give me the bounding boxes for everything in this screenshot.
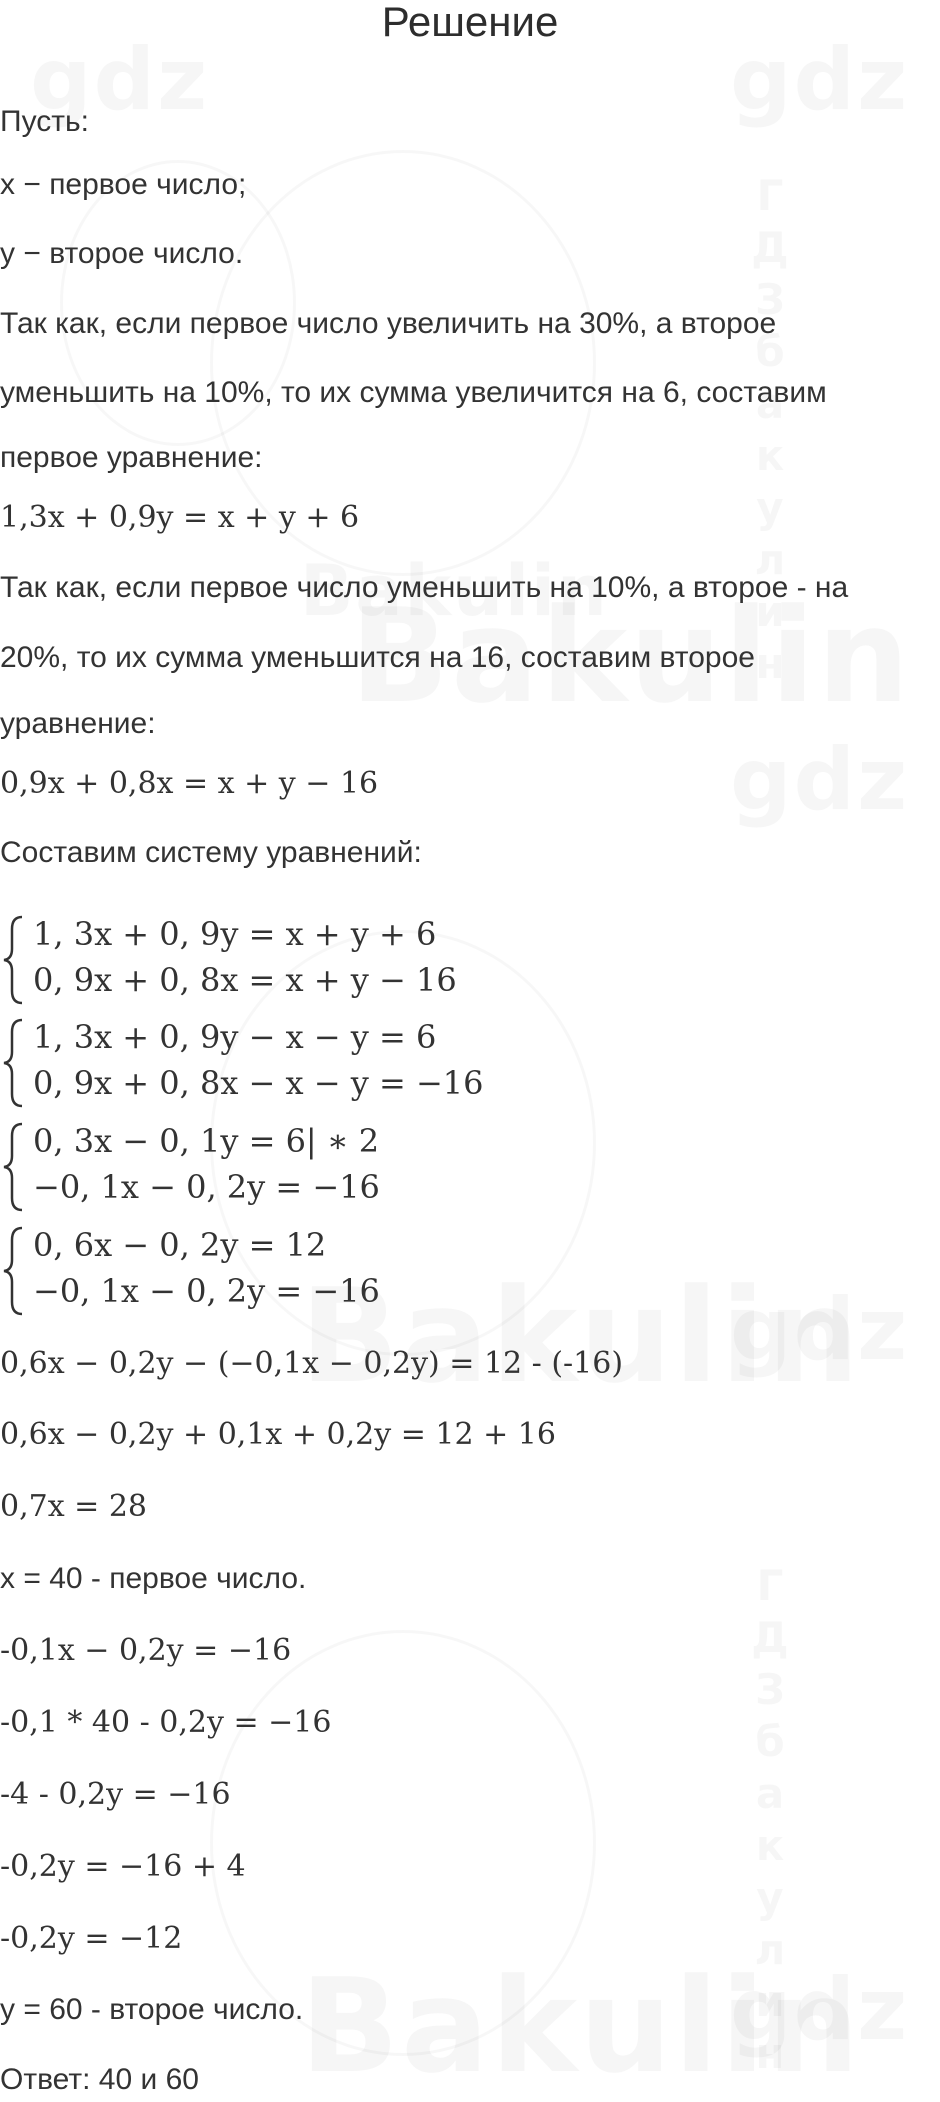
equation-system bbox=[0, 1226, 420, 1316]
text-line: Так как, если первое число увеличить на 30%, а второе bbox=[0, 307, 777, 340]
watermark-site bbox=[730, 1280, 909, 1380]
equation: -0,2y = −12 bbox=[0, 1921, 183, 1956]
text-line: 20%, то их сумма уменьшится на 16, составим второе bbox=[0, 641, 755, 674]
watermark-vertical bbox=[745, 170, 795, 690]
brace-icon bbox=[0, 915, 26, 1005]
watermark-vertical bbox=[745, 1560, 795, 2080]
system-row: 0, 9x + 0, 8x − x − y = −16 bbox=[33, 1064, 484, 1102]
watermark-site bbox=[730, 30, 909, 130]
brace-icon bbox=[0, 1122, 26, 1212]
text-line: Так как, если первое число уменьшить на 10%, а второе - на bbox=[0, 571, 849, 604]
equation-system bbox=[0, 1122, 420, 1212]
equation: 0,6x − 0,2y − (−0,1x − 0,2y) = 12 - (-16) bbox=[0, 1346, 624, 1381]
brace-icon bbox=[0, 1226, 26, 1316]
watermark-brand bbox=[300, 1950, 862, 2102]
watermark-site bbox=[730, 730, 909, 830]
text-line: уменьшить на 10%, то их сумма увеличится на 6, составим bbox=[0, 376, 827, 409]
equation: -0,2y = −16 + 4 bbox=[0, 1849, 246, 1884]
equation: -0,1 * 40 - 0,2y = −16 bbox=[0, 1705, 332, 1740]
system-row: −0, 1x − 0, 2y = −16 bbox=[33, 1272, 380, 1310]
system-row: 0, 6x − 0, 2y = 12 bbox=[33, 1226, 327, 1264]
brace-icon bbox=[0, 1018, 26, 1108]
text-line: уравнение: bbox=[0, 707, 156, 740]
equation-system bbox=[0, 1018, 500, 1108]
system-row: −0, 1x − 0, 2y = −16 bbox=[33, 1168, 380, 1206]
equation: 0,6x − 0,2y + 0,1x + 0,2y = 12 + 16 bbox=[0, 1417, 556, 1452]
text-line: x − первое число; bbox=[0, 168, 247, 201]
text-line: y − второе число. bbox=[0, 237, 244, 270]
system-row: 0, 9x + 0, 8x = x + y − 16 bbox=[33, 961, 457, 999]
equation: -0,1x − 0,2y = −16 bbox=[0, 1633, 292, 1668]
text-line: Составим систему уравнений: bbox=[0, 836, 422, 869]
system-row: 0, 3x − 0, 1y = 6| ∗ 2 bbox=[33, 1122, 380, 1160]
equation-system bbox=[0, 915, 480, 1005]
system-row: 1, 3x + 0, 9y − x − y = 6 bbox=[33, 1018, 437, 1056]
equation: 0,7x = 28 bbox=[0, 1489, 148, 1524]
watermark-site bbox=[730, 1960, 909, 2060]
equation: -4 - 0,2y = −16 bbox=[0, 1777, 231, 1812]
answer: Ответ: 40 и 60 bbox=[0, 2063, 199, 2096]
text-line: y = 60 - второе число. bbox=[0, 1993, 304, 2026]
system-row: 1, 3x + 0, 9y = x + y + 6 bbox=[33, 915, 437, 953]
page-title: Решение bbox=[381, 0, 559, 45]
equation: 0,9x + 0,8x = x + y − 16 bbox=[0, 766, 379, 801]
text-line: первое уравнение: bbox=[0, 441, 263, 474]
text-line: x = 40 - первое число. bbox=[0, 1562, 307, 1595]
text-line: Пусть: bbox=[0, 105, 89, 138]
equation: 1,3x + 0,9y = x + y + 6 bbox=[0, 500, 360, 535]
